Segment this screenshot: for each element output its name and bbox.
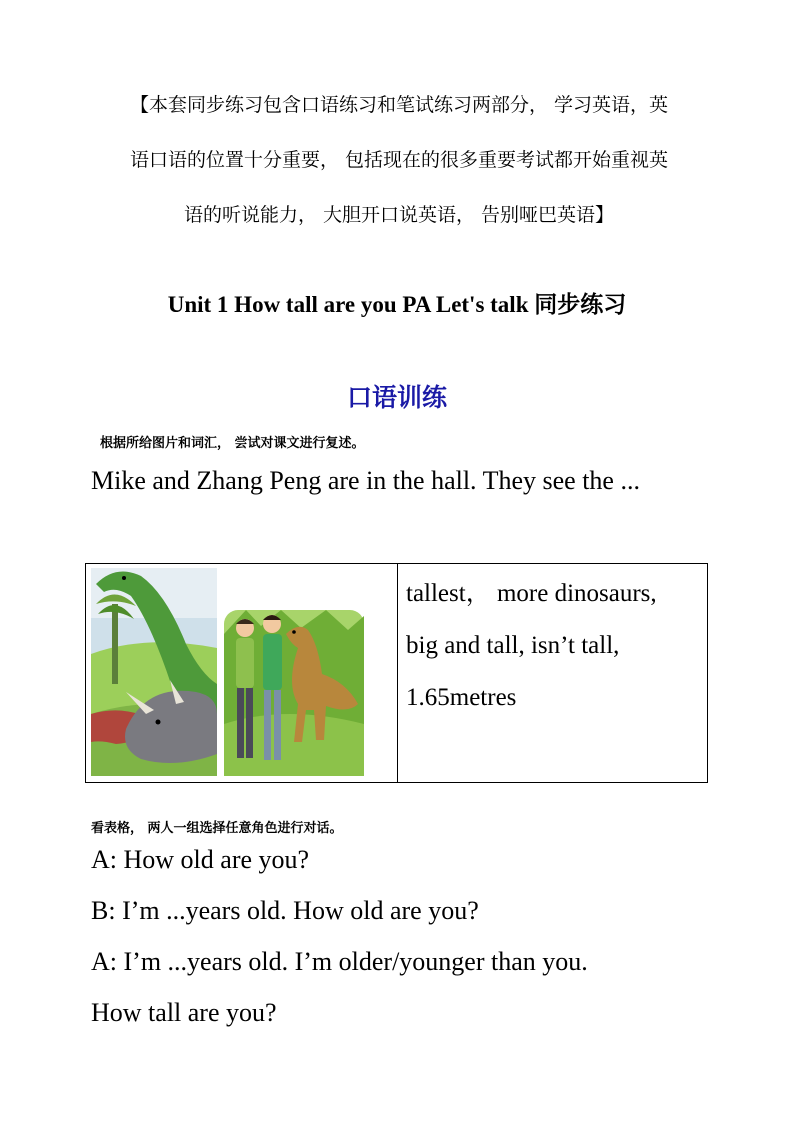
dinosaur-hall-illustration [86,564,397,782]
word-line-1: tallest， more dinosaurs, [406,580,657,607]
children-dinosaur-picture [224,610,364,776]
instruction-dialogue: 看表格， 两人一组选择任意角色进行对话。 [91,821,343,836]
picture-cell [86,564,398,782]
instruction-retell: 根据所给图片和词汇， 尝试对课文进行复述。 [100,436,365,451]
intro-line-1: 【本套同步练习包含口语练习和笔试练习两部分， 学习英语，英 [129,94,669,116]
word-line-3: 1.65metres [406,684,517,711]
story-start-text: Mike and Zhang Peng are in the hall. They see the ... [91,466,640,495]
word-cell [398,564,707,782]
dialogue-line-3: A: I’m ...years old. I’m older/younger than you. [91,947,588,976]
intro-line-2: 语口语的位置十分重要， 包括现在的很多重要考试都开始重视英 [129,149,669,171]
dialogue-line-4: How tall are you? [91,998,277,1027]
big-dinosaur-picture [91,568,217,776]
worksheet-title: Unit 1 How tall are you PA Let's talk 同步练习 [167,292,627,317]
intro-note [86,78,712,243]
picture-word-table [85,563,708,783]
dialogue-line-2: B: I’m ...years old. How old are you? [91,896,479,925]
section-heading: 口语训练 [346,383,447,412]
intro-line-3: 语的听说能力， 大胆开口说英语， 告别哑巴英语】 [183,204,615,226]
dialogue-line-1: A: How old are you? [91,845,310,874]
word-line-2: big and tall, isn’t tall, [406,632,620,659]
